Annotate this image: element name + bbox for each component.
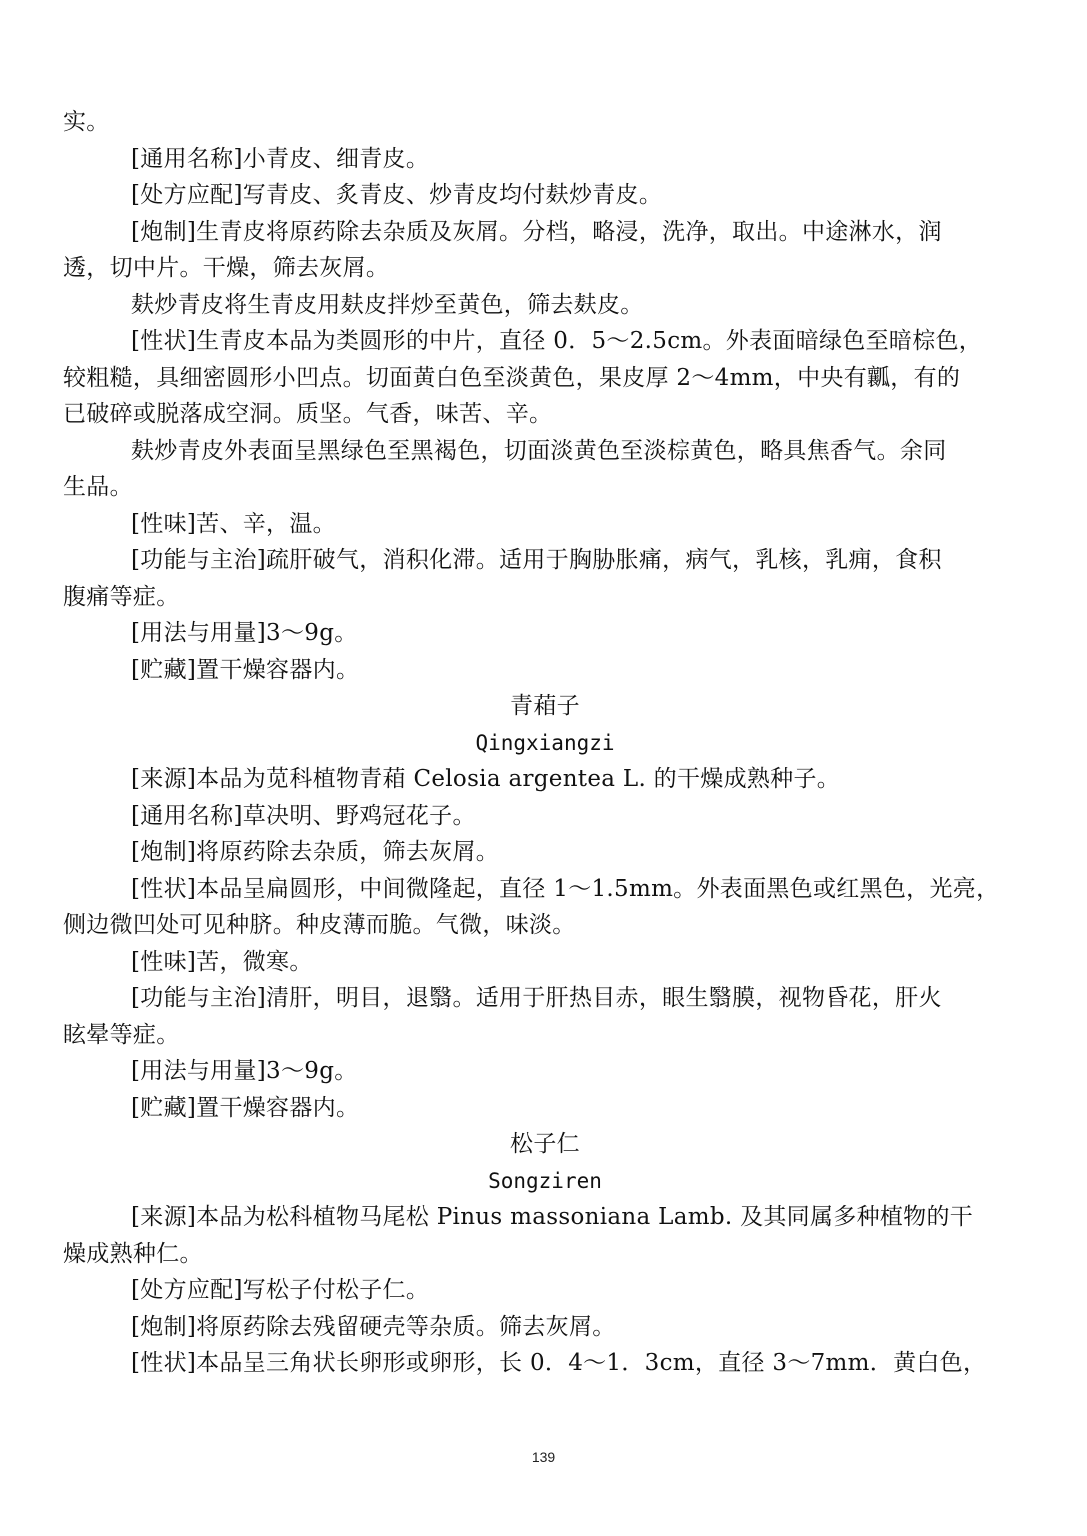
text-line: 眩晕等症。: [63, 1021, 180, 1048]
text-line: [功能与主治]清肝，明目，退翳。适用于肝热目赤，眼生翳膜，视物昏花，肝火: [131, 985, 942, 1011]
page-body: [63, 104, 1027, 1382]
text-line: [贮藏]置干燥容器内。: [131, 1094, 360, 1121]
text-line: [功能与主治]疏肝破气，消积化滞。适用于胸胁胀痛，病气，乳核，乳痈，食积: [131, 547, 942, 573]
text-line: [通用名称]小青皮、细青皮。: [131, 145, 430, 172]
text-line: [性状]本品呈三角状长卵形或卵形，长 0．4～1．3cm，直径 3～7mm．黄白色，: [131, 1350, 987, 1376]
text-line: [炮制]生青皮将原药除去杂质及灰屑。分档，略浸，洗净，取出。中途淋水，润: [131, 218, 942, 245]
text-line: [炮制]将原药除去残留硬壳等杂质。筛去灰屑。: [131, 1313, 616, 1340]
page-number: 139: [531, 1449, 556, 1465]
text-line: 已破碎或脱落成空洞。质坚。气香，味苦、辛。: [63, 401, 553, 427]
section-heading-pinyin: Songziren: [488, 1168, 602, 1193]
section-heading: 青葙子: [510, 693, 580, 719]
text-line: [贮藏]置干燥容器内。: [131, 656, 360, 683]
text-line: 侧边微凹处可见种脐。种皮薄而脆。气微，味淡。: [63, 912, 576, 938]
text-line: [性味]苦，微寒。: [131, 948, 313, 975]
text-line: 实。: [63, 109, 110, 135]
text-line: [来源]本品为苋科植物青葙 Celosia argentea L. 的干燥成熟种子。: [131, 766, 841, 792]
text-line: [处方应配]写青皮、炙青皮、炒青皮均付麸炒青皮。: [131, 182, 663, 208]
text-line: 生品。: [63, 474, 133, 500]
text-line: 麸炒青皮将生青皮用麸皮拌炒至黄色，筛去麸皮。: [131, 291, 644, 318]
section-heading-pinyin: Qingxiangzi: [475, 730, 615, 755]
text-line: 燥成熟种仁。: [63, 1240, 203, 1267]
text-line: [性状]本品呈扁圆形，中间微隆起，直径 1～1.5mm。外表面黑色或红黑色，光亮，: [131, 875, 1000, 902]
text-line: [用法与用量]3～9g。: [131, 1058, 358, 1084]
text-line: [通用名称]草决明、野鸡冠花子。: [131, 802, 476, 829]
text-line: 透，切中片。干燥，筛去灰屑。: [63, 255, 390, 281]
text-line: 麸炒青皮外表面呈黑绿色至黑褐色，切面淡黄色至淡棕黄色，略具焦香气。余同: [131, 437, 947, 464]
text-line: [炮制]将原药除去杂质，筛去灰屑。: [131, 839, 500, 865]
text-line: 较粗糙，具细密圆形小凹点。切面黄白色至淡黄色，果皮厚 2～4mm，中央有瓤，有的: [63, 364, 961, 391]
text-line: [用法与用量]3～9g。: [131, 620, 358, 646]
section-heading: 松子仁: [510, 1131, 580, 1157]
text-line: 腹痛等症。: [63, 583, 180, 610]
text-line: [来源]本品为松科植物马尾松 Pinus massoniana Lamb. 及其同属多种植物的干: [131, 1204, 974, 1230]
text-line: [性味]苦、辛，温。: [131, 510, 336, 537]
text-line: [性状]生青皮本品为类圆形的中片，直径 0．5～2.5cm。外表面暗绿色至暗棕色，: [131, 328, 983, 354]
text-line: [处方应配]写松子付松子仁。: [131, 1277, 430, 1303]
